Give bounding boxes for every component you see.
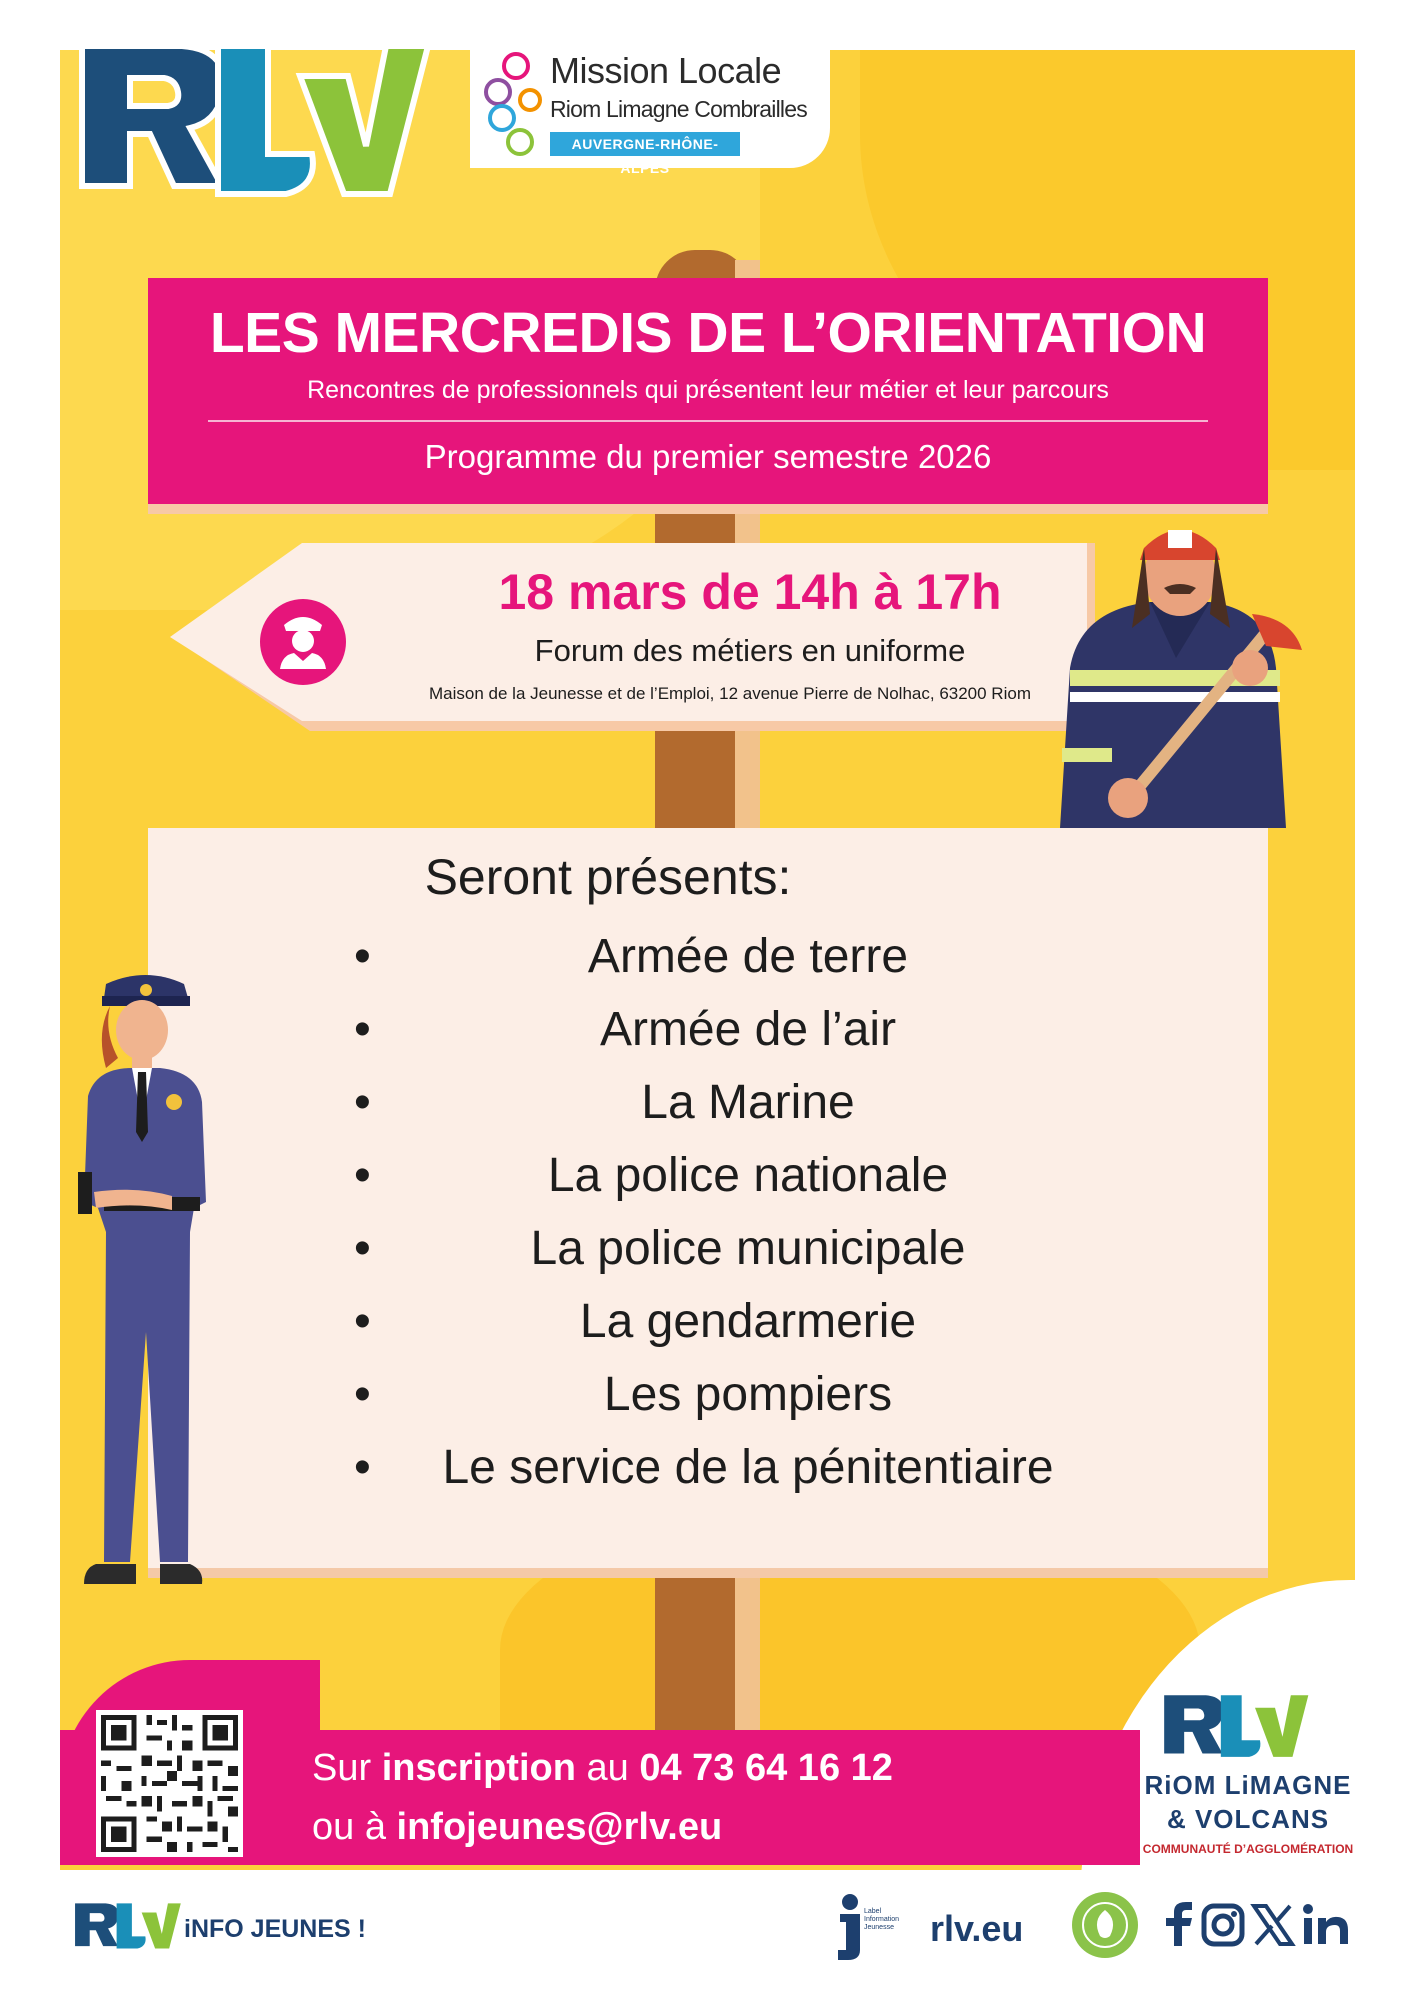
x-icon[interactable] bbox=[1254, 1906, 1292, 1944]
label-information-jeunesse-text: Label Information Jeunesse bbox=[864, 1908, 900, 1931]
rlv-logo bbox=[72, 36, 432, 211]
linkedin-icon[interactable] bbox=[1303, 1904, 1348, 1944]
website-link[interactable]: rlv.eu bbox=[930, 1908, 1024, 1949]
rlv-footer-logo bbox=[72, 1898, 182, 1956]
event-date: 18 mars de 14h à 17h bbox=[498, 564, 1002, 620]
firefighter-illustration bbox=[1040, 518, 1310, 828]
mission-locale-region: AUVERGNE-RHÔNE-ALPES bbox=[550, 132, 740, 156]
page-subtitle: Rencontres de professionnels qui présentent leur métier et leur parcours bbox=[307, 376, 1109, 404]
contact-email[interactable]: infojeunes@rlv.eu bbox=[396, 1806, 723, 1848]
rlv-logo-small bbox=[1160, 1680, 1310, 1775]
social-icons bbox=[1160, 1900, 1350, 1950]
mission-locale-title: Mission Locale bbox=[550, 50, 782, 91]
instagram-icon[interactable] bbox=[1204, 1906, 1242, 1944]
list-item: • La police nationale bbox=[378, 1139, 1118, 1212]
list-item: • Le service de la pénitentiaire bbox=[378, 1431, 1118, 1504]
list-item: • Armée de terre bbox=[378, 920, 1118, 993]
programme-label: Programme du premier semestre 2026 bbox=[424, 438, 992, 475]
contact-email-line bbox=[312, 1806, 722, 1849]
list-item: • La police municipale bbox=[378, 1212, 1118, 1285]
contact-or: ou à bbox=[312, 1806, 397, 1848]
contact-phone[interactable]: 04 73 64 16 12 bbox=[639, 1747, 893, 1789]
rlv-name-line2: & VOLCANS bbox=[1166, 1804, 1330, 1834]
attendees-sign bbox=[148, 828, 1268, 1568]
facebook-icon[interactable] bbox=[1166, 1902, 1192, 1946]
list-item: • La gendarmerie bbox=[378, 1285, 1118, 1358]
divider bbox=[208, 420, 1208, 422]
recycled-paper-badge-icon bbox=[1072, 1892, 1138, 1958]
mission-locale-subtitle: Riom Limagne Combrailles bbox=[550, 96, 807, 122]
page-title: LES MERCREDIS DE L’ORIENTATION bbox=[209, 301, 1207, 365]
police-officer-icon bbox=[260, 599, 346, 685]
attendees-list bbox=[378, 920, 1118, 1504]
event-address: Maison de la Jeunesse et de l’Emploi, 12 avenue Pierre de Nolhac, 63200 Riom bbox=[429, 684, 1031, 703]
attendees-heading: Seront présents: bbox=[424, 849, 792, 905]
list-item: • Armée de l’air bbox=[378, 993, 1118, 1066]
contact-middle: au bbox=[575, 1747, 640, 1789]
qr-code[interactable] bbox=[96, 1710, 243, 1857]
header-sign bbox=[148, 278, 1268, 504]
list-item: • La Marine bbox=[378, 1066, 1118, 1139]
mission-locale-circles-icon bbox=[480, 48, 548, 158]
contact-phone-line bbox=[312, 1747, 893, 1790]
mission-locale-logo bbox=[470, 38, 830, 176]
police-officer-illustration bbox=[76, 972, 236, 1592]
list-item: • Les pompiers bbox=[378, 1358, 1118, 1431]
rlv-name-line3: COMMUNAUTÉ D’AGGLOMÉRATION bbox=[1142, 1842, 1354, 1856]
info-jeunes-label: iNFO JEUNES ! bbox=[184, 1915, 366, 1943]
contact-inscription: inscription bbox=[381, 1747, 576, 1789]
event-arrow-sign bbox=[170, 543, 1095, 731]
contact-prefix: Sur bbox=[312, 1747, 382, 1789]
rlv-name-line1: RiOM LiMAGNE bbox=[1144, 1770, 1352, 1800]
event-name: Forum des métiers en uniforme bbox=[534, 633, 966, 668]
